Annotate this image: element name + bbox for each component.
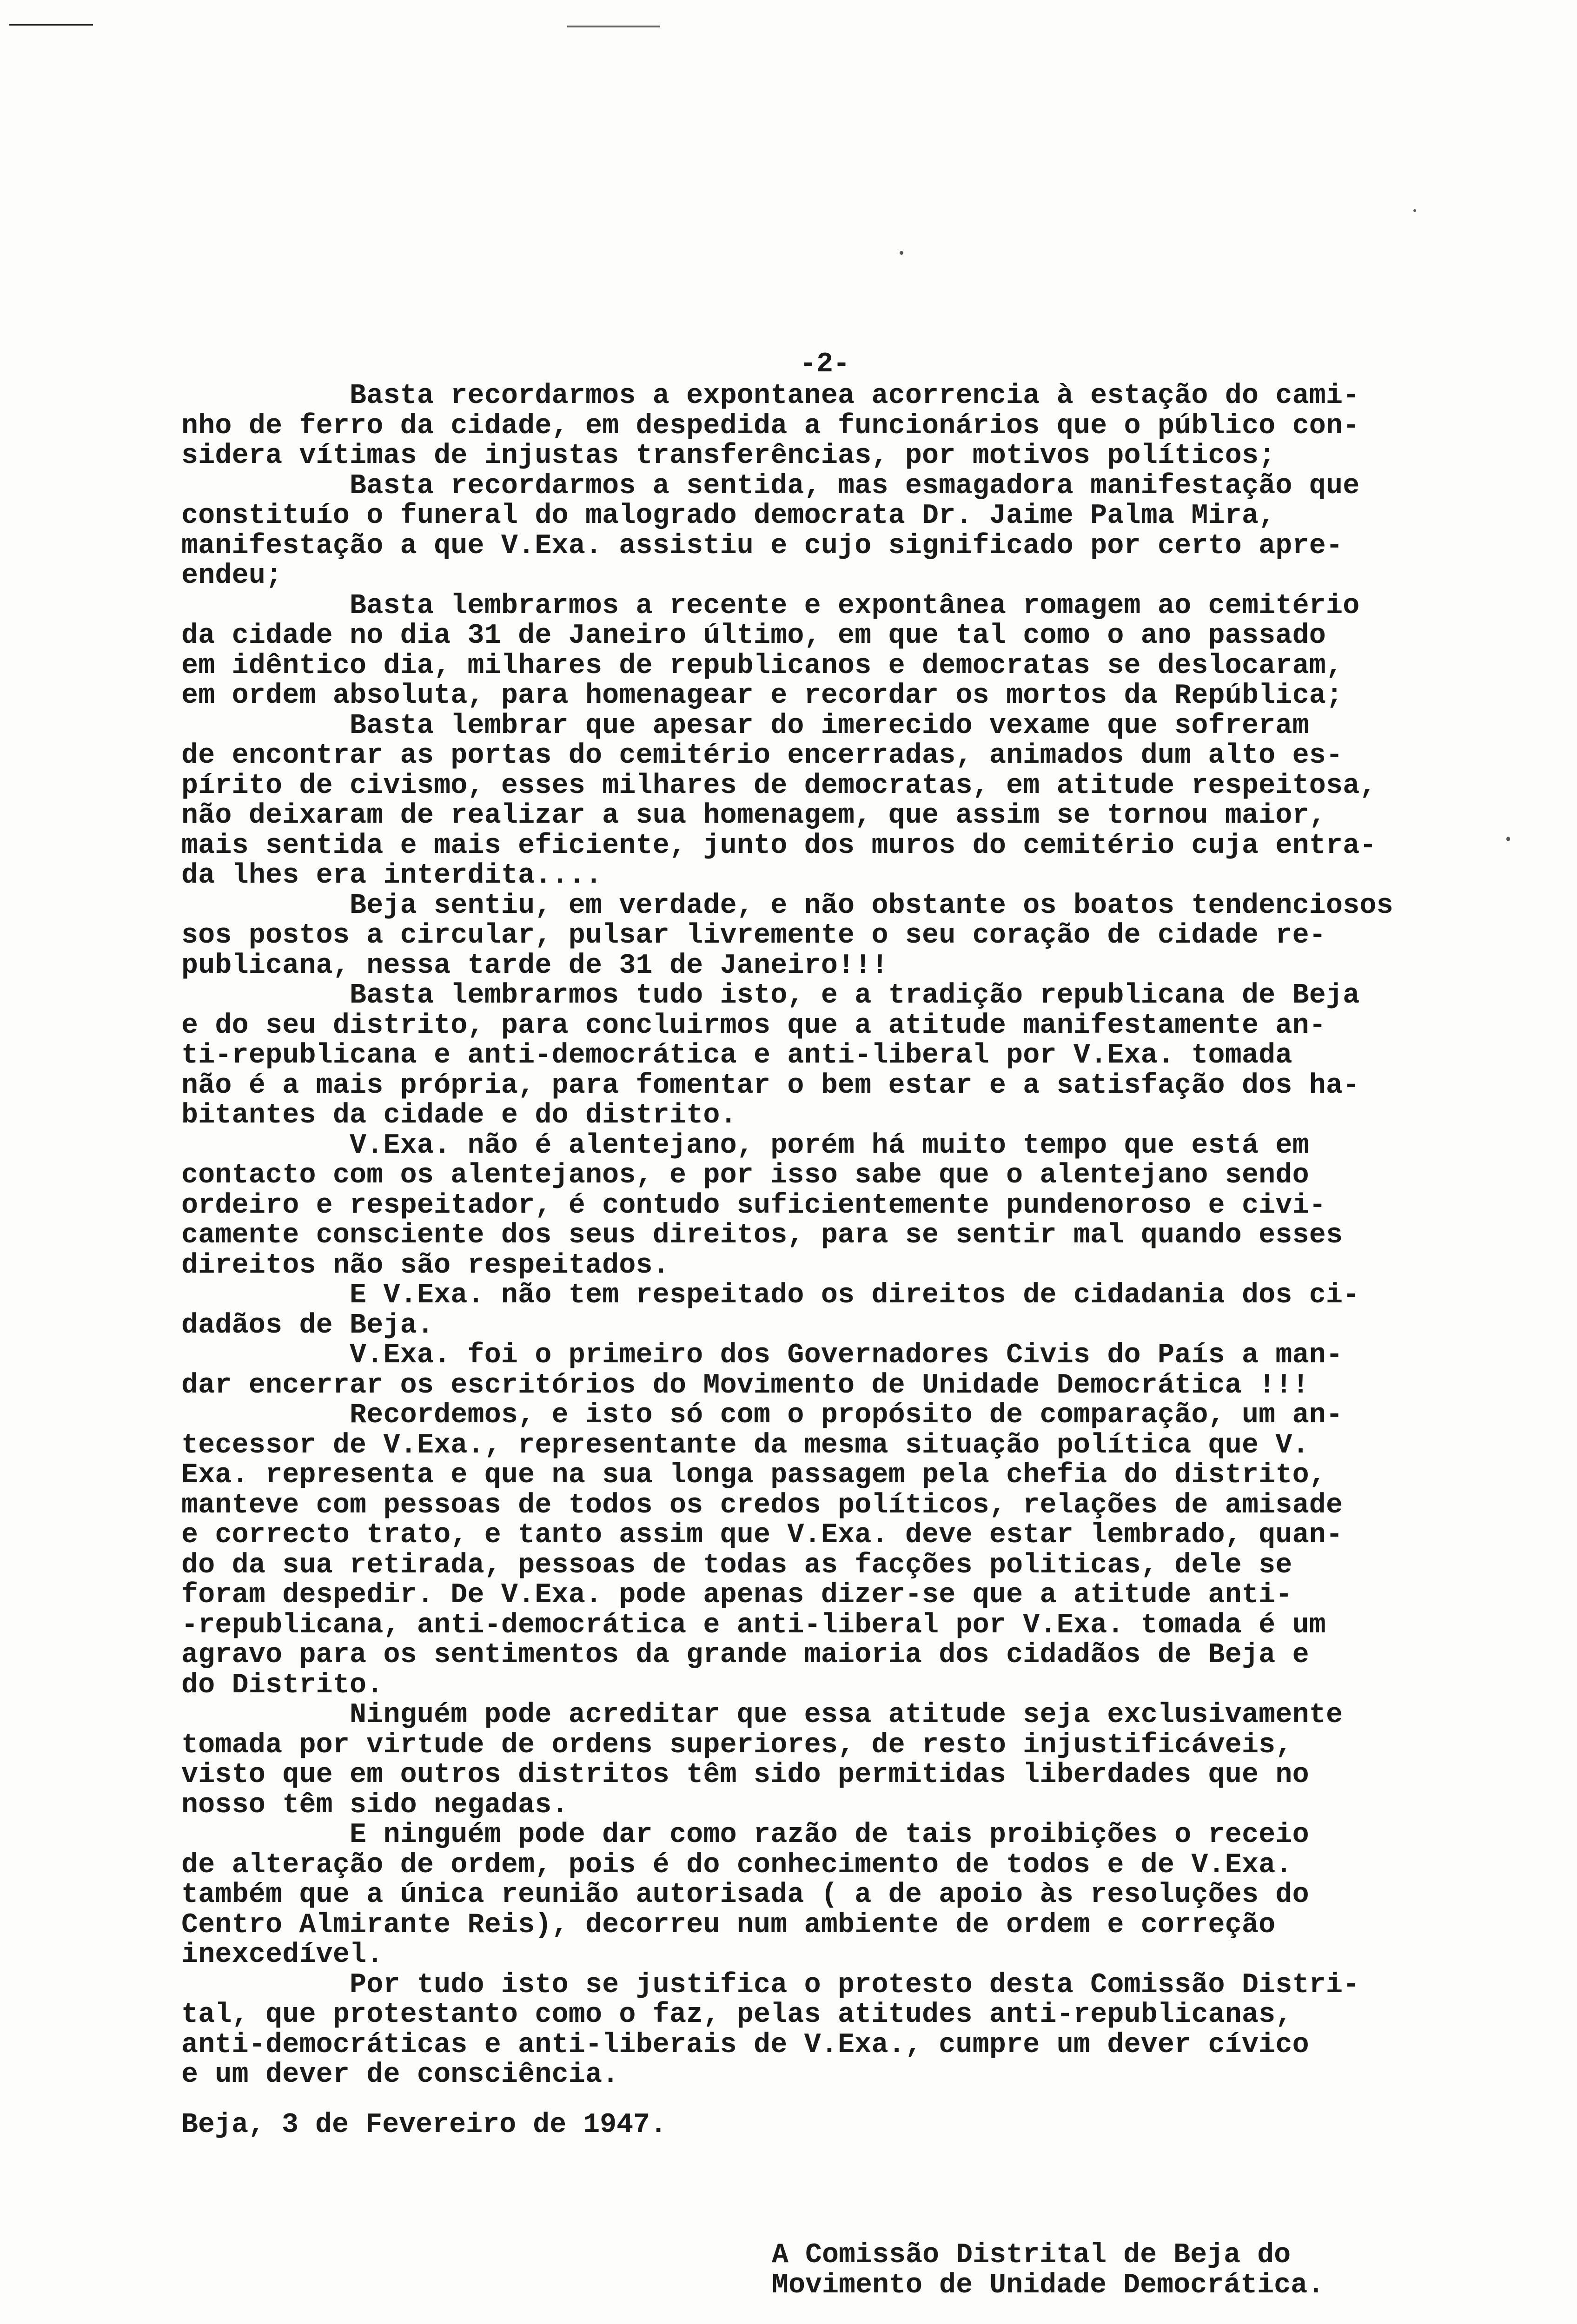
body-line: em ordem absoluta, para homenagear e recordar os mortos da República; [181,680,1343,712]
body-line: da cidade no dia 31 de Janeiro último, em que tal como o ano passado [181,620,1326,652]
body-line: anti-democráticas e anti-liberais de V.Exa., cumpre um dever cívico [181,2029,1309,2061]
body-line: não deixaram de realizar a sua homenagem, que assim se tornou maior, [181,800,1326,832]
body-line: Basta lembrarmos tudo isto, e a tradição republicana de Beja [181,980,1360,1011]
body-line: nho de ferro da cidade, em despedida a funcionários que o público con- [181,410,1360,442]
body-line: de encontrar as portas do cemitério encerradas, animados dum alto es- [181,740,1343,772]
body-line: Ninguém pode acreditar que essa atitude seja exclusivamente [181,1699,1343,1731]
body-line: constituío o funeral do malogrado democrata Dr. Jaime Palma Mira, [181,500,1276,532]
body-line: Basta lembrarmos a recente e expontânea romagem ao cemitério [181,590,1360,622]
body-line: nosso têm sido negadas. [181,1789,569,1821]
body-line: foram despedir. De V.Exa. pode apenas dizer-se que a atitude anti- [181,1579,1292,1611]
body-line: manteve com pessoas de todos os credos políticos, relações de amisade [181,1489,1343,1521]
body-line: E ninguém pode dar como razão de tais proibições o receio [181,1819,1309,1851]
body-line: sos postos a circular, pulsar livremente o seu coração de cidade re- [181,920,1326,951]
body-line: Basta lembrar que apesar do imerecido vexame que sofreram [181,710,1309,742]
body-line: da lhes era interdita.... [181,860,603,891]
body-line: e correcto trato, e tanto assim que V.Exa. deve estar lembrado, quan- [181,1519,1343,1551]
body-line: Centro Almirante Reis), decorreu num ambiente de ordem e correção [181,1909,1276,1941]
body-line: mais sentida e mais eficiente, junto dos muros do cemitério cuja entra- [181,830,1377,862]
body-line: Beja sentiu, em verdade, e não obstante os boatos tendenciosos [181,890,1393,922]
body-line: tecessor de V.Exa., representante da mesma situação política que V. [181,1429,1309,1461]
body-line: Por tudo isto se justifica o protesto desta Comissão Distri- [181,1969,1360,2001]
body-line: Basta recordarmos a sentida, mas esmagadora manifestação que [181,470,1360,502]
body-line: e um dever de consciência. [181,2059,619,2091]
signature-line-2: Movimento de Unidade Democrática. [772,2269,1325,2301]
letter-body [181,381,1520,2090]
body-line: visto que em outros distritos têm sido permitidas liberdades que no [181,1759,1309,1791]
body-line: -republicana, anti-democrática e anti-liberal por V.Exa. tomada é um [181,1609,1326,1641]
body-line: não é a mais própria, para fomentar o bem estar e a satisfação dos ha- [181,1070,1360,1102]
body-line: inexcedível. [181,1939,384,1971]
body-line: bitantes da cidade e do distrito. [181,1100,737,1131]
body-line: dar encerrar os escritórios do Movimento de Unidade Democrática !!! [181,1369,1309,1401]
body-line: Exa. representa e que na sua longa passagem pela chefia do distrito, [181,1459,1326,1491]
body-line: ti-republicana e anti-democrática e anti-liberal por V.Exa. tomada [181,1040,1292,1071]
signature-block [772,2240,1324,2300]
top-edge-mark [567,26,660,27]
signature-line-1: A Comissão Distrital de Beja do [772,2239,1291,2271]
body-line: Basta recordarmos a expontanea acorrencia à estação do cami- [181,380,1360,412]
speck [900,251,903,255]
body-line: tomada por virtude de ordens superiores, de resto injustificáveis, [181,1729,1292,1761]
body-line: dadãos de Beja. [181,1309,434,1341]
body-line: V.Exa. foi o primeiro dos Governadores Civis do País a man- [181,1340,1343,1371]
speck [1413,209,1416,212]
body-line: pírito de civismo, esses milhares de democratas, em atitude respeitosa, [181,770,1377,802]
body-line: sidera vítimas de injustas transferências, por motivos políticos; [181,440,1276,472]
body-line: V.Exa. não é alentejano, porém há muito tempo que está em [181,1129,1309,1162]
date-line: Beja, 3 de Fevereiro de 1947. [181,2109,667,2141]
body-line: agravo para os sentimentos da grande maioria dos cidadãos de Beja e [181,1639,1309,1671]
body-line: também que a única reunião autorisada ( a de apoio às resoluções do [181,1879,1309,1911]
body-line: ordeiro e respeitador, é contudo suficientemente pundenoroso e civi- [181,1189,1326,1221]
body-line: em idêntico dia, milhares de republicanos e democratas se deslocaram, [181,650,1343,682]
date-line-block [181,2110,1520,2140]
page-number: -2- [800,349,850,380]
body-line: Recordemos, e isto só com o propósito de comparação, um an- [181,1400,1343,1431]
body-line: manifestação a que V.Exa. assistiu e cujo significado por certo apre- [181,530,1343,562]
body-line: tal, que protestanto como o faz, pelas atitudes anti-republicanas, [181,1999,1292,2031]
body-line: endeu; [181,560,283,592]
body-line: camente consciente dos seus direitos, para se sentir mal quando esses [181,1220,1343,1251]
body-line: do Distrito. [181,1669,384,1701]
body-line: e do seu distrito, para concluirmos que a atitude manifestamente an- [181,1010,1326,1042]
body-line: do da sua retirada, pessoas de todas as facções politicas, dele se [181,1549,1292,1581]
body-line: contacto com os alentejanos, e por isso sabe que o alentejano sendo [181,1160,1309,1191]
top-edge-mark [9,24,93,26]
body-line: de alteração de ordem, pois é do conhecimento de todos e de V.Exa. [181,1849,1292,1881]
body-line: direitos não são respeitados. [181,1249,669,1281]
body-line: publicana, nessa tarde de 31 de Janeiro!!! [181,950,888,982]
body-line: E V.Exa. não tem respeitado os direitos de cidadania dos ci- [181,1280,1360,1311]
